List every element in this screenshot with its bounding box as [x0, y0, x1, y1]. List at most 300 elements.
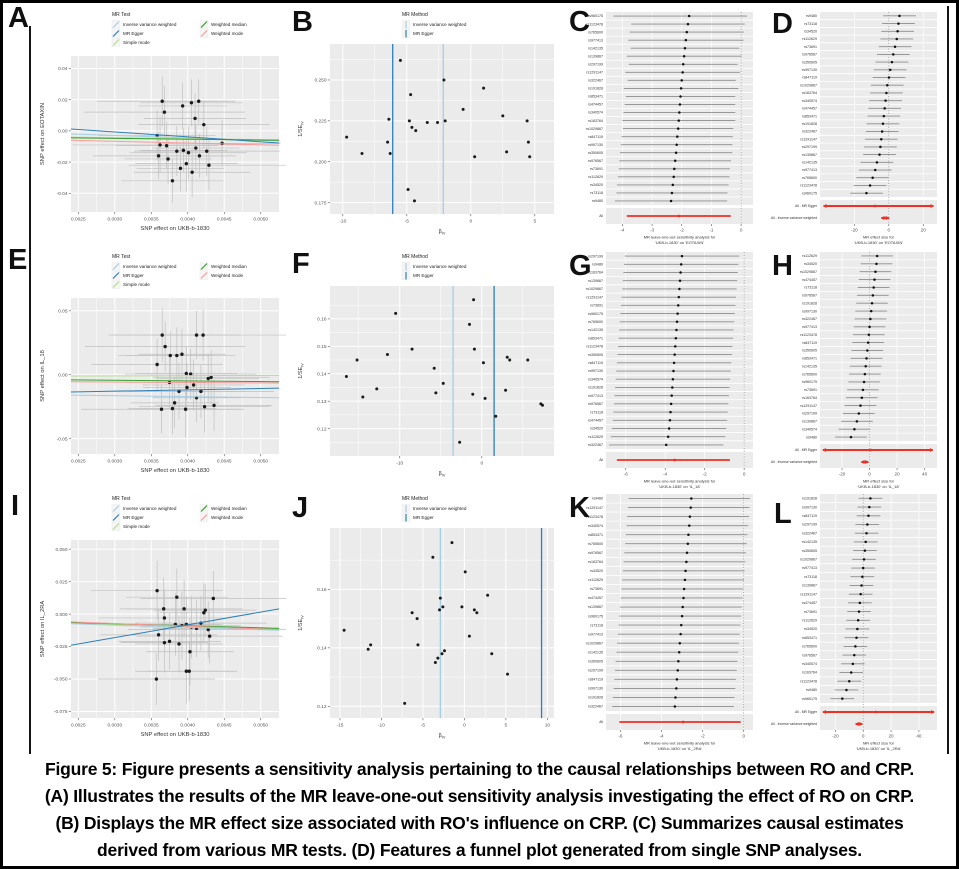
svg-text:rs142135: rs142135: [588, 328, 603, 333]
svg-text:-20: -20: [838, 471, 846, 477]
svg-text:Inverse variance weighted: Inverse variance weighted: [123, 264, 177, 269]
svg-text:rs960175: rs960175: [802, 380, 817, 385]
figure-caption: [0, 756, 959, 864]
caption-line-2: (A) Illustrates the results of the MR leave-one-out sensitivity analysis investigating the effect of RO on CRP.: [44, 786, 915, 806]
svg-text:SNP effect on IL_18: SNP effect on IL_18: [40, 350, 46, 402]
panel-d-chart: [766, 6, 946, 248]
svg-text:SNP effect on EOTAXIN: SNP effect on EOTAXIN: [40, 102, 46, 166]
panel-f-letter: F: [292, 248, 310, 280]
svg-text:rs142135: rs142135: [802, 364, 817, 369]
svg-text:0.250: 0.250: [314, 78, 327, 84]
panel-c-letter: C: [569, 6, 590, 38]
svg-text:5: 5: [533, 219, 537, 225]
svg-text:rs350605: rs350605: [588, 659, 603, 664]
panel-h-letter: H: [772, 250, 793, 282]
svg-text:0.0030: 0.0030: [107, 217, 123, 223]
svg-text:SNP effect on UKB-b-1830: SNP effect on UKB-b-1830: [140, 226, 210, 232]
svg-text:rs9480: rs9480: [592, 199, 603, 204]
svg-text:rs1291147: rs1291147: [586, 505, 603, 510]
svg-text:0.12: 0.12: [317, 705, 327, 711]
svg-text:MR Egger: MR Egger: [413, 31, 434, 36]
svg-text:0.13: 0.13: [317, 399, 327, 405]
svg-text:rs34520: rs34520: [804, 29, 817, 34]
svg-text:rs73691: rs73691: [590, 303, 603, 308]
panel-h-chart: [766, 246, 946, 492]
left-rule: [29, 26, 31, 754]
svg-text:SNP effect on UKB-b-1830: SNP effect on UKB-b-1830: [140, 468, 210, 474]
svg-text:0.000: 0.000: [55, 612, 68, 618]
svg-text:rs853471: rs853471: [802, 114, 817, 119]
svg-text:βIV: $\beta_{IV}$: [438, 733, 446, 740]
panel-b: [290, 6, 562, 246]
panel-e-chart: [34, 246, 286, 488]
svg-text:0.15: 0.15: [317, 345, 327, 351]
svg-text:MR effect size for: MR effect size for: [862, 478, 895, 484]
svg-text:rs112629: rs112629: [802, 618, 817, 623]
svg-text:rs1123478: rs1123478: [586, 514, 603, 519]
svg-text:'UKB-b-1830' on 'IL_2RA': 'UKB-b-1830' on 'IL_2RA': [855, 746, 902, 751]
svg-text:'UKB-b-1830' on 'IL_18': 'UKB-b-1830' on 'IL_18': [857, 484, 900, 489]
panel-i: [34, 488, 286, 752]
svg-text:0.0045: 0.0045: [216, 459, 232, 465]
svg-text:0: 0: [861, 733, 865, 739]
svg-text:rs997130: rs997130: [588, 686, 603, 691]
svg-text:rs9480: rs9480: [592, 496, 603, 501]
svg-text:rs340574: rs340574: [802, 98, 817, 103]
svg-text:rs340574: rs340574: [588, 377, 603, 382]
svg-text:rs350605: rs350605: [802, 548, 817, 553]
svg-text:rs474457: rs474457: [802, 277, 817, 282]
svg-text:MR Egger: MR Egger: [123, 515, 144, 520]
svg-text:0.0035: 0.0035: [143, 217, 159, 223]
svg-text:All: All: [599, 458, 603, 463]
panel-a-chart: [34, 4, 286, 246]
svg-text:0.050: 0.050: [55, 547, 68, 553]
panel-g: [566, 246, 762, 492]
svg-text:rs847119: rs847119: [802, 340, 817, 345]
svg-text:Inverse variance weighted: Inverse variance weighted: [123, 506, 177, 511]
svg-text:All - MR Egger: All - MR Egger: [794, 204, 817, 209]
svg-text:-20: -20: [851, 227, 858, 233]
svg-text:rs191828: rs191828: [588, 385, 603, 390]
svg-text:0.0030: 0.0030: [107, 723, 123, 729]
svg-text:rs977413: rs977413: [588, 38, 603, 43]
svg-text:rs34520: rs34520: [804, 627, 817, 632]
svg-text:Inverse variance weighted: Inverse variance weighted: [413, 264, 467, 269]
svg-text:rs142135: rs142135: [802, 160, 817, 165]
svg-text:MR effect size for: MR effect size for: [862, 740, 895, 746]
svg-text:rs139867: rs139867: [588, 54, 603, 59]
svg-text:rs474457: rs474457: [802, 601, 817, 606]
svg-text:rs73691: rs73691: [804, 44, 817, 49]
svg-text:-0.025: -0.025: [53, 645, 68, 651]
svg-text:Weighted median: Weighted median: [211, 506, 247, 511]
svg-text:0.16: 0.16: [317, 588, 327, 594]
svg-text:rs853471: rs853471: [588, 94, 603, 99]
svg-text:rs112629: rs112629: [588, 434, 603, 439]
svg-text:Inverse variance weighted: Inverse variance weighted: [413, 22, 467, 27]
svg-text:rs1029867: rs1029867: [800, 269, 817, 274]
svg-text:MR leave-one-out sensitivity a: MR leave-one-out sensitivity analysis for: [643, 234, 716, 240]
svg-text:Simple mode: Simple mode: [123, 282, 150, 287]
svg-text:MR Egger: MR Egger: [413, 273, 434, 278]
svg-text:rs765600: rs765600: [802, 644, 817, 649]
svg-text:MR Test: MR Test: [112, 12, 131, 18]
panel-c-chart: [566, 6, 762, 248]
svg-text:rs976567: rs976567: [802, 52, 817, 57]
svg-text:Simple mode: Simple mode: [123, 40, 150, 45]
svg-text:'UKB-b-1830' on 'IL_18': 'UKB-b-1830' on 'IL_18': [658, 484, 701, 489]
svg-text:0.0035: 0.0035: [143, 723, 159, 729]
svg-text:rs163764: rs163764: [588, 118, 603, 123]
svg-text:MR Egger: MR Egger: [413, 515, 434, 520]
svg-text:rs976567: rs976567: [802, 653, 817, 658]
svg-text:rs474457: rs474457: [588, 596, 603, 601]
panel-e: [34, 246, 286, 488]
svg-text:20: 20: [894, 471, 900, 477]
svg-text:rs853471: rs853471: [588, 336, 603, 341]
svg-text:Inverse variance weighted: Inverse variance weighted: [123, 22, 177, 27]
svg-text:rs474457: rs474457: [588, 102, 603, 107]
svg-text:rs997130: rs997130: [588, 369, 603, 374]
svg-text:rs350605: rs350605: [802, 60, 817, 65]
svg-text:rs163764: rs163764: [588, 560, 603, 565]
svg-text:rs350605: rs350605: [802, 348, 817, 353]
svg-text:rs960175: rs960175: [588, 14, 603, 19]
svg-text:rs340574: rs340574: [802, 427, 817, 432]
svg-text:rs73118: rs73118: [590, 410, 603, 415]
svg-text:rs997130: rs997130: [588, 142, 603, 147]
svg-text:0.0040: 0.0040: [180, 217, 196, 223]
svg-text:MR Method: MR Method: [402, 496, 428, 502]
svg-text:-3: -3: [649, 227, 655, 233]
svg-text:rs340574: rs340574: [802, 662, 817, 667]
svg-text:rs997130: rs997130: [802, 68, 817, 73]
panel-j-chart: [290, 490, 562, 750]
svg-text:MR Test: MR Test: [112, 254, 131, 260]
svg-text:Weighted median: Weighted median: [211, 22, 247, 27]
svg-text:-6: -6: [623, 471, 628, 477]
svg-text:MR leave-one-out sensitivity a: MR leave-one-out sensitivity analysis for: [643, 478, 716, 484]
svg-text:0.0040: 0.0040: [180, 459, 196, 465]
svg-text:rs139867: rs139867: [802, 152, 817, 157]
svg-text:rs139867: rs139867: [802, 419, 817, 424]
svg-text:rs350605: rs350605: [588, 150, 603, 155]
svg-text:0: 0: [463, 723, 466, 729]
svg-text:rs9480: rs9480: [592, 262, 603, 267]
svg-text:rs322467: rs322467: [588, 704, 603, 709]
svg-text:rs960175: rs960175: [802, 191, 817, 196]
svg-text:Weighted mode: Weighted mode: [211, 273, 244, 278]
svg-text:-2: -2: [702, 471, 707, 477]
svg-text:rs1123478: rs1123478: [800, 332, 817, 337]
svg-text:rs73691: rs73691: [590, 587, 603, 592]
svg-text:rs112629: rs112629: [588, 578, 603, 583]
svg-text:rs112629: rs112629: [802, 37, 817, 42]
svg-text:rs1123478: rs1123478: [800, 183, 817, 188]
svg-text:rs1123478: rs1123478: [800, 679, 817, 684]
svg-text:rs997130: rs997130: [802, 505, 817, 510]
svg-text:rs191828: rs191828: [588, 695, 603, 700]
svg-text:rs142135: rs142135: [588, 46, 603, 51]
svg-text:0: 0: [739, 227, 743, 233]
panel-f: [290, 248, 562, 488]
svg-text:40: 40: [922, 471, 928, 477]
svg-text:rs976567: rs976567: [588, 402, 603, 407]
svg-text:rs847119: rs847119: [588, 361, 603, 366]
svg-text:rs977413: rs977413: [802, 566, 817, 571]
svg-text:rs163764: rs163764: [802, 670, 817, 675]
svg-text:rs73118: rs73118: [804, 285, 817, 290]
svg-text:rs765600: rs765600: [802, 175, 817, 180]
svg-text:rs142135: rs142135: [588, 650, 603, 655]
svg-text:rs1029867: rs1029867: [800, 83, 817, 88]
svg-text:rs977413: rs977413: [588, 632, 603, 637]
svg-text:rs139867: rs139867: [588, 605, 603, 610]
svg-text:rs1029867: rs1029867: [586, 641, 603, 646]
svg-text:0: 0: [887, 227, 891, 233]
svg-text:rs191828: rs191828: [588, 86, 603, 91]
svg-text:rs765600: rs765600: [802, 372, 817, 377]
svg-text:rs297199: rs297199: [802, 145, 817, 150]
svg-text:rs847119: rs847119: [802, 513, 817, 518]
svg-text:βIV: $\beta_{IV}$: [438, 229, 446, 236]
panel-c: [566, 6, 762, 248]
svg-text:All - MR Egger: All - MR Egger: [794, 448, 817, 453]
svg-text:MR Egger: MR Egger: [123, 31, 144, 36]
svg-text:MR Method: MR Method: [402, 254, 428, 260]
svg-text:0.00: 0.00: [58, 373, 68, 379]
svg-text:rs976567: rs976567: [588, 158, 603, 163]
svg-text:rs139867: rs139867: [588, 278, 603, 283]
panel-g-letter: G: [569, 250, 592, 282]
svg-text:rs297199: rs297199: [588, 62, 603, 67]
svg-text:-0.075: -0.075: [53, 710, 68, 716]
svg-text:rs112629: rs112629: [588, 175, 603, 180]
panel-i-chart: [34, 488, 286, 752]
svg-text:rs847119: rs847119: [802, 75, 817, 80]
svg-text:rs474457: rs474457: [802, 106, 817, 111]
svg-text:rs765600: rs765600: [588, 30, 603, 35]
svg-text:rs322467: rs322467: [802, 317, 817, 322]
panel-i-letter: I: [11, 490, 20, 522]
svg-text:0.0025: 0.0025: [70, 217, 86, 223]
svg-text:-15: -15: [336, 723, 344, 729]
svg-text:rs73691: rs73691: [804, 388, 817, 393]
svg-text:rs297199: rs297199: [588, 668, 603, 673]
svg-text:rs765600: rs765600: [588, 319, 603, 324]
panel-g-chart: [566, 246, 762, 492]
svg-text:rs9480: rs9480: [806, 14, 817, 19]
svg-text:-0.050: -0.050: [53, 677, 68, 683]
svg-text:0.0045: 0.0045: [216, 723, 232, 729]
svg-text:MR Egger: MR Egger: [123, 273, 144, 278]
svg-text:rs322467: rs322467: [802, 531, 817, 536]
svg-text:rs322467: rs322467: [588, 443, 603, 448]
svg-text:rs1291147: rs1291147: [586, 295, 603, 300]
svg-text:20: 20: [888, 733, 894, 739]
svg-text:rs847119: rs847119: [588, 677, 603, 682]
svg-text:rs142135: rs142135: [802, 540, 817, 545]
panel-b-chart: [290, 6, 562, 246]
svg-text:0.200: 0.200: [314, 160, 327, 166]
svg-text:Simple mode: Simple mode: [123, 524, 150, 529]
panel-e-letter: E: [8, 244, 28, 276]
panel-l-letter: L: [774, 498, 792, 530]
svg-text:-1: -1: [709, 227, 714, 233]
svg-text:All - MR Egger: All - MR Egger: [794, 710, 817, 715]
svg-text:rs297199: rs297199: [802, 411, 817, 416]
svg-text:1/SEIV: $1/SE_{IV}$: [298, 121, 305, 137]
svg-text:rs34520: rs34520: [590, 569, 603, 574]
svg-text:rs1291147: rs1291147: [800, 403, 817, 408]
panel-k-chart: [566, 488, 762, 754]
svg-text:'UKB-b-1830' on 'EOTAXIN': 'UKB-b-1830' on 'EOTAXIN': [655, 240, 704, 245]
svg-text:0.14: 0.14: [317, 646, 327, 652]
svg-text:rs73118: rs73118: [590, 191, 603, 196]
svg-text:-0.05: -0.05: [56, 437, 68, 443]
panel-l-chart: [766, 488, 946, 754]
svg-text:rs9480: rs9480: [806, 688, 817, 693]
panel-b-letter: B: [292, 6, 313, 38]
svg-text:rs322467: rs322467: [802, 129, 817, 134]
panel-d: [766, 6, 946, 248]
svg-text:rs976567: rs976567: [802, 293, 817, 298]
svg-text:0.14: 0.14: [317, 372, 327, 378]
svg-text:0: 0: [469, 219, 473, 225]
svg-text:rs139867: rs139867: [802, 583, 817, 588]
svg-text:1/SEIV: $1/SE_{IV}$: [298, 615, 305, 631]
svg-text:-10: -10: [396, 461, 404, 467]
svg-text:rs765600: rs765600: [588, 541, 603, 546]
svg-text:rs1029867: rs1029867: [586, 126, 603, 131]
svg-text:Weighted mode: Weighted mode: [211, 515, 244, 520]
svg-text:rs1123478: rs1123478: [586, 344, 603, 349]
svg-text:rs1291147: rs1291147: [800, 137, 817, 142]
svg-text:rs191828: rs191828: [802, 496, 817, 501]
svg-text:0.05: 0.05: [58, 309, 68, 315]
panel-a-letter: A: [8, 2, 29, 34]
svg-text:rs73118: rs73118: [804, 21, 817, 26]
svg-text:rs977413: rs977413: [588, 393, 603, 398]
svg-text:-0.04: -0.04: [56, 191, 68, 197]
svg-text:0.16: 0.16: [317, 317, 327, 323]
svg-text:rs73118: rs73118: [590, 623, 603, 628]
svg-text:rs977413: rs977413: [802, 168, 817, 173]
svg-text:0: 0: [480, 461, 484, 467]
svg-text:All - Inverse variance weighte: All - Inverse variance weighted: [770, 216, 817, 221]
svg-text:rs976567: rs976567: [588, 550, 603, 555]
svg-text:rs163764: rs163764: [802, 91, 817, 96]
svg-text:-0.02: -0.02: [56, 160, 68, 166]
panel-h: [766, 246, 946, 492]
svg-text:0.025: 0.025: [55, 580, 68, 586]
svg-text:0.0035: 0.0035: [143, 459, 159, 465]
svg-text:rs340574: rs340574: [588, 110, 603, 115]
svg-text:rs34520: rs34520: [590, 426, 603, 431]
svg-text:rs853471: rs853471: [802, 356, 817, 361]
svg-text:'UKB-b-1830' on 'IL_2RA': 'UKB-b-1830' on 'IL_2RA': [656, 746, 703, 751]
panel-j: [290, 490, 562, 750]
svg-text:rs997130: rs997130: [802, 309, 817, 314]
svg-text:rs163764: rs163764: [588, 270, 603, 275]
panel-j-letter: J: [292, 492, 309, 524]
svg-text:All - Inverse variance weighte: All - Inverse variance weighted: [770, 460, 817, 465]
svg-text:0.12: 0.12: [317, 427, 327, 433]
panel-l: [766, 488, 946, 754]
svg-text:SNP effect on IL_2RA: SNP effect on IL_2RA: [40, 600, 46, 658]
svg-text:MR Test: MR Test: [112, 496, 131, 502]
svg-text:rs9480: rs9480: [806, 435, 817, 440]
svg-text:0.225: 0.225: [314, 119, 327, 125]
svg-text:0.0045: 0.0045: [216, 217, 232, 223]
svg-text:rs350605: rs350605: [588, 352, 603, 357]
svg-text:rs34520: rs34520: [804, 262, 817, 267]
svg-text:rs73691: rs73691: [590, 167, 603, 172]
caption-line-4: derived from various MR tests. (D) Features a funnel plot generated from single SNP analyses.: [97, 840, 862, 860]
svg-text:0: 0: [742, 471, 746, 477]
svg-text:0: 0: [742, 733, 746, 739]
svg-text:MR Method: MR Method: [402, 12, 428, 18]
svg-text:1/SEIV: $1/SE_{IV}$: [298, 363, 305, 379]
panel-k: [566, 488, 762, 754]
svg-text:rs847119: rs847119: [588, 134, 603, 139]
svg-text:All: All: [599, 214, 603, 219]
svg-text:MR effect size for: MR effect size for: [862, 234, 895, 240]
svg-text:-4: -4: [659, 733, 664, 739]
svg-text:-6: -6: [618, 733, 623, 739]
svg-text:0.0050: 0.0050: [253, 217, 269, 223]
svg-text:0.0025: 0.0025: [70, 459, 86, 465]
right-rule: [947, 6, 949, 754]
svg-text:-20: -20: [832, 733, 839, 739]
svg-text:rs191828: rs191828: [802, 121, 817, 126]
svg-text:0.0030: 0.0030: [107, 459, 123, 465]
svg-text:rs977413: rs977413: [802, 325, 817, 330]
svg-text:rs191828: rs191828: [802, 301, 817, 306]
svg-text:Inverse variance weighted: Inverse variance weighted: [413, 506, 467, 511]
svg-text:rs297199: rs297199: [802, 522, 817, 527]
svg-text:5: 5: [504, 723, 508, 729]
svg-text:10: 10: [544, 723, 551, 729]
svg-text:rs960175: rs960175: [802, 696, 817, 701]
svg-text:rs474457: rs474457: [588, 418, 603, 423]
svg-text:0.0050: 0.0050: [253, 723, 269, 729]
svg-text:'UKB-b-1830' on 'EOTAXIN': 'UKB-b-1830' on 'EOTAXIN': [854, 240, 903, 245]
svg-text:0.04: 0.04: [58, 67, 68, 73]
panel-a: [34, 4, 286, 246]
svg-text:0.0040: 0.0040: [180, 723, 196, 729]
svg-text:rs960175: rs960175: [588, 311, 603, 316]
svg-text:rs73691: rs73691: [804, 609, 817, 614]
svg-text:Weighted median: Weighted median: [211, 264, 247, 269]
svg-text:0.02: 0.02: [58, 98, 68, 104]
svg-text:-5: -5: [420, 723, 426, 729]
svg-text:rs112629: rs112629: [802, 254, 817, 259]
svg-text:rs1123478: rs1123478: [586, 22, 603, 27]
svg-text:-4: -4: [663, 471, 668, 477]
svg-text:0.00: 0.00: [58, 129, 68, 135]
svg-text:0.0050: 0.0050: [253, 459, 269, 465]
svg-text:Weighted mode: Weighted mode: [211, 31, 244, 36]
svg-text:βIV: $\beta_{IV}$: [438, 471, 446, 478]
svg-text:rs340574: rs340574: [588, 523, 603, 528]
svg-text:0.0025: 0.0025: [70, 723, 86, 729]
svg-text:All: All: [599, 720, 603, 725]
caption-line-3: (B) Displays the MR effect size associated with RO's influence on CRP. (C) Summarizes causal estimates: [55, 813, 904, 833]
svg-text:rs960175: rs960175: [588, 614, 603, 619]
svg-text:rs34520: rs34520: [590, 183, 603, 188]
